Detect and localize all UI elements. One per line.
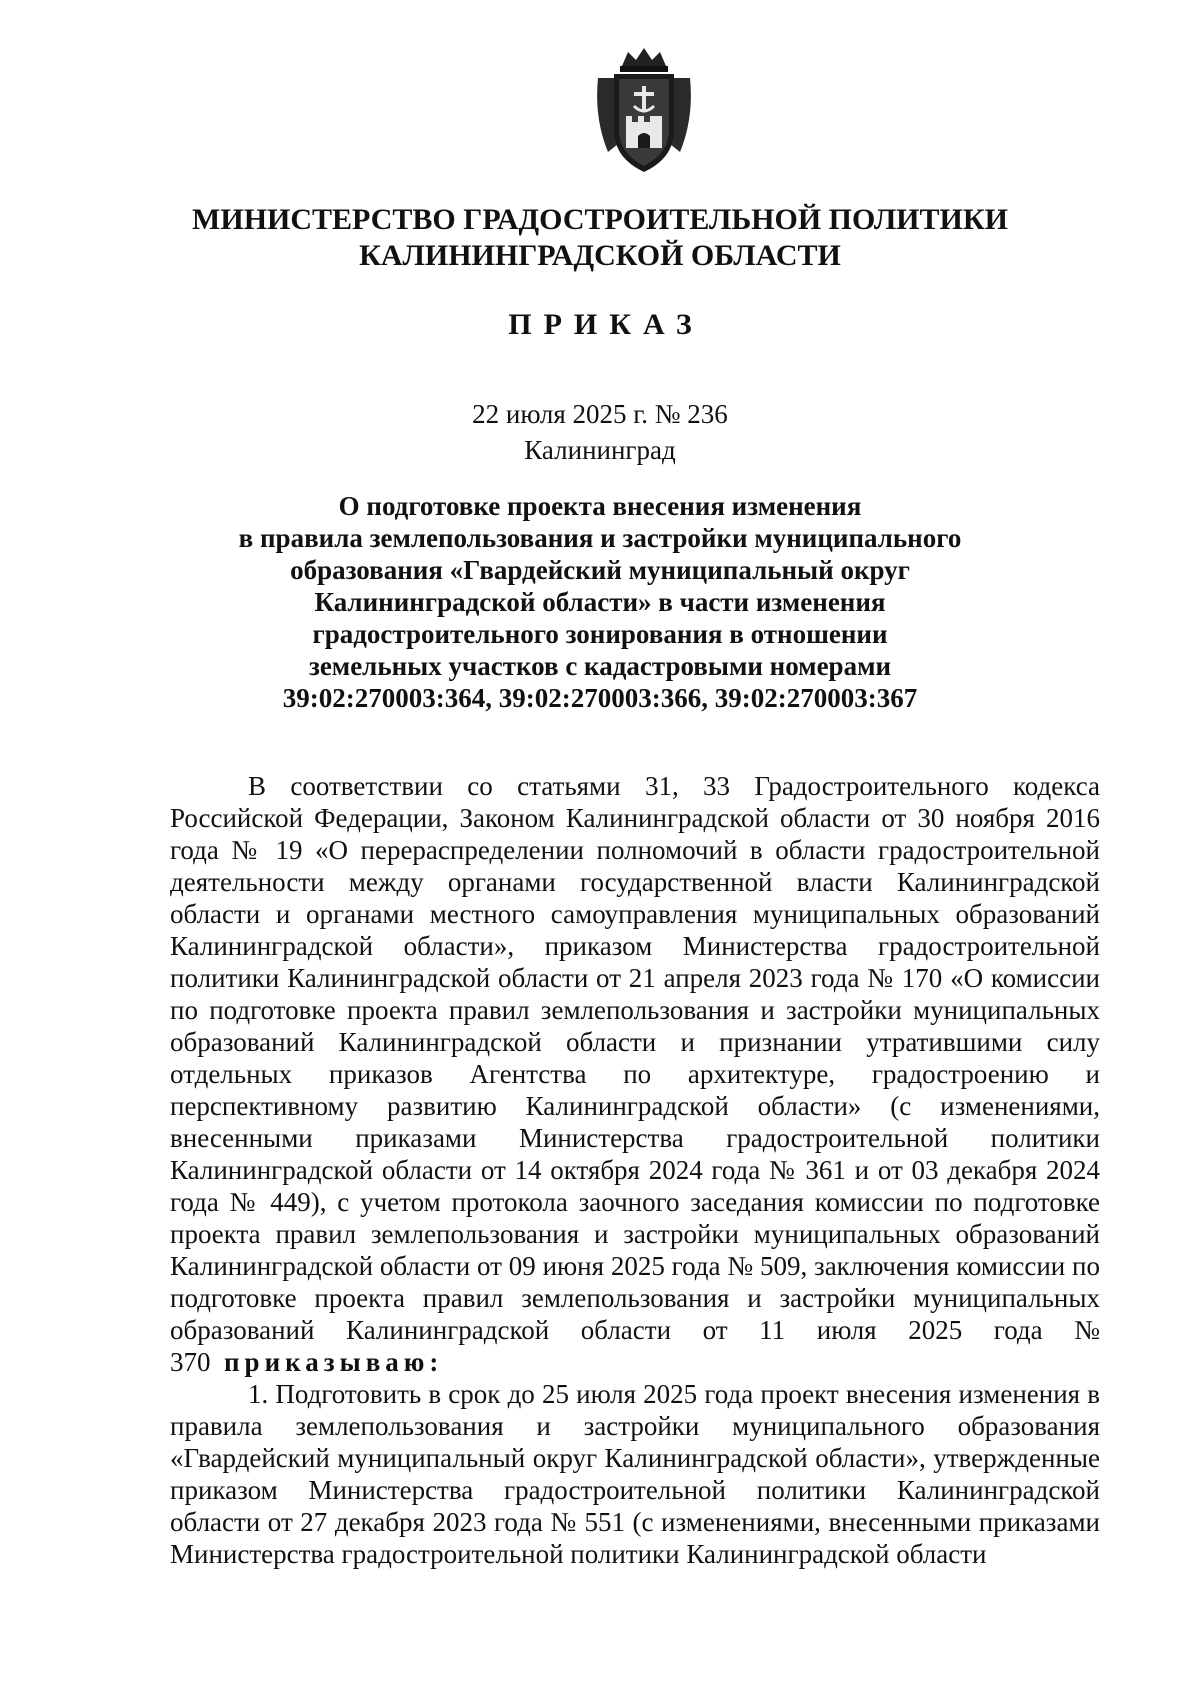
order-city: Калининград — [524, 435, 676, 465]
subject-line: образования «Гвардейский муниципальный округ — [290, 555, 910, 585]
item-1-paragraph: 1. Подготовить в срок до 25 июля 2025 года проект внесения изменения в правила землепользования и застройки муниципального образования «Гвардейский муниципальный округ Калининградской области», утвержденные приказом Министерства градостроительной политики Калининградской области от 27 декабря 2023 года № 551 (с изменениями, внесенными приказами Министерства градостроительной политики Калининградской области — [170, 1379, 1100, 1569]
subject-line: земельных участков с кадастровыми номерами — [308, 651, 892, 681]
subject-line: градостроительного зонирования в отношении — [312, 619, 888, 649]
subject-line: 39:02:270003:364, 39:02:270003:366, 39:02:270003:367 — [282, 683, 918, 713]
order-subject — [0, 490, 1200, 714]
order-date-block — [0, 396, 1200, 468]
subject-line: О подготовке проекта внесения изменения — [338, 491, 862, 521]
order-heading: ПРИКАЗ — [508, 308, 704, 341]
preamble-paragraph — [170, 770, 1100, 1378]
subject-line: в правила землепользования и застройки муниципального — [238, 523, 962, 553]
order-date-number: 22 июля 2025 г. № 236 — [472, 399, 728, 429]
preamble-text: В соответствии со статьями 31, 33 Градостроительного кодекса Российской Федерации, Законом Калининградской области от 30 ноября 2016 года № 19 «О перераспределении полномочий в области градостроительной деятельности между органами государственной власти Калининградской области и органами местного самоуправления муниципальных образований Калининградской области», приказом Министерства градостроительной политики Калининградской области от 21 апреля 2023 года № 170 «О комиссии по подготовке проекта правил землепользования и застройки муниципальных образований Калининградской области и признании утратившими силу отдельных приказов Агентства по архитектуре, градостроению и перспективному развитию Калининградской области» (с изменениями, внесенными приказами Министерства градостроительной политики Калининградской области от 14 октября 2024 года № 361 и от 03 декабря 2024 года № 449), с учетом протокола заочного заседания комиссии по подготовке проекта правил землепользования и застройки муниципальных образований Калининградской области от 09 июня 2025 года № 509, заключения комиссии по подготовке проекта правил землепользования и застройки муниципальных образований Калининградской области от 11 июля 2025 года № 370 — [170, 771, 1100, 1377]
order-body — [170, 770, 1100, 1570]
ministry-title-line2: КАЛИНИНГРАДСКОЙ ОБЛАСТИ — [359, 239, 841, 272]
subject-line: Калининградской области» в части изменения — [314, 587, 886, 617]
order-verb: приказываю: — [224, 1347, 444, 1377]
ministry-title-line1: МИНИСТЕРСТВО ГРАДОСТРОИТЕЛЬНОЙ ПОЛИТИКИ — [192, 203, 1008, 236]
ministry-title — [0, 202, 1200, 274]
coat-of-arms-emblem — [592, 48, 696, 176]
